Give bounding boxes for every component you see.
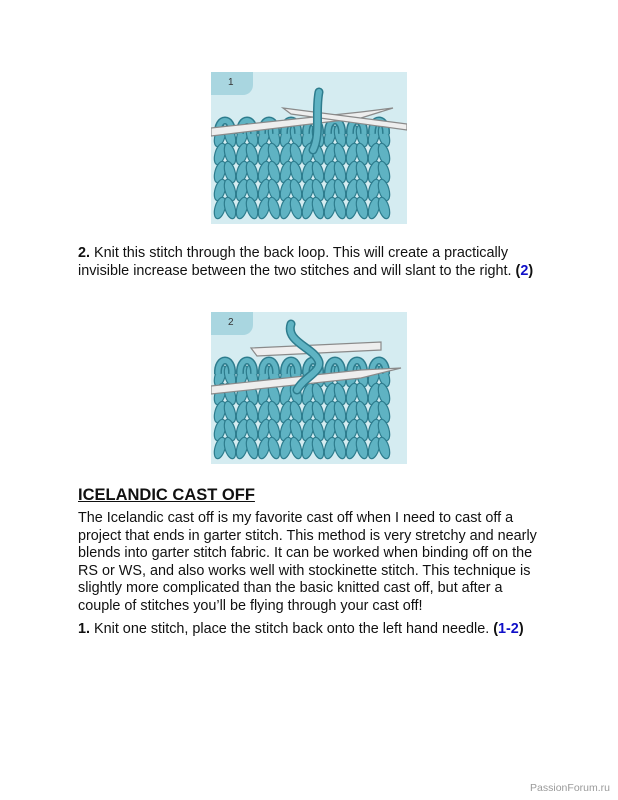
figure-number: 1 bbox=[228, 77, 234, 88]
knitted-fabric bbox=[212, 121, 392, 220]
knitting-illustration-2 bbox=[211, 312, 407, 464]
ref-paren: ( bbox=[493, 621, 499, 637]
section-heading: ICELANDIC CAST OFF bbox=[78, 486, 255, 504]
step-1-paragraph bbox=[78, 621, 548, 639]
step-text: Knit one stitch, place the stitch back onto the left hand needle. bbox=[90, 621, 494, 637]
ref-paren: ) bbox=[528, 262, 534, 279]
watermark: PassionForum.ru bbox=[530, 782, 610, 794]
step-number: 1. bbox=[78, 621, 91, 637]
knitting-illustration-1 bbox=[211, 72, 407, 224]
ref-paren: ( bbox=[515, 262, 521, 279]
section-intro-paragraph: The Icelandic cast off is my favorite cast off when I need to cast off a project that ends in garter stitch. This method is very stretchy and nearly blends into garter stitch fabric. It can be worked when binding off on the RS or WS, and also works well with stockinette stitch. This technique is slightly more complicated than the basic knitted cast off, but after a couple of stitches you’ll be flying through your cast off! bbox=[78, 510, 537, 614]
figure-number-tab bbox=[211, 312, 253, 335]
figure-number-tab bbox=[211, 72, 253, 95]
step-number: 2. bbox=[78, 245, 91, 261]
step-2-paragraph bbox=[78, 245, 548, 280]
figure-number: 2 bbox=[228, 317, 234, 328]
step-text: Knit this stitch through the back loop. This will create a practically invisible increase between the two stitches and will slant to the right. bbox=[78, 245, 516, 279]
ref-paren: ) bbox=[518, 621, 524, 637]
figure-reference-link[interactable]: 1-2 bbox=[498, 621, 519, 637]
figure-reference-link[interactable]: 2 bbox=[520, 262, 529, 279]
